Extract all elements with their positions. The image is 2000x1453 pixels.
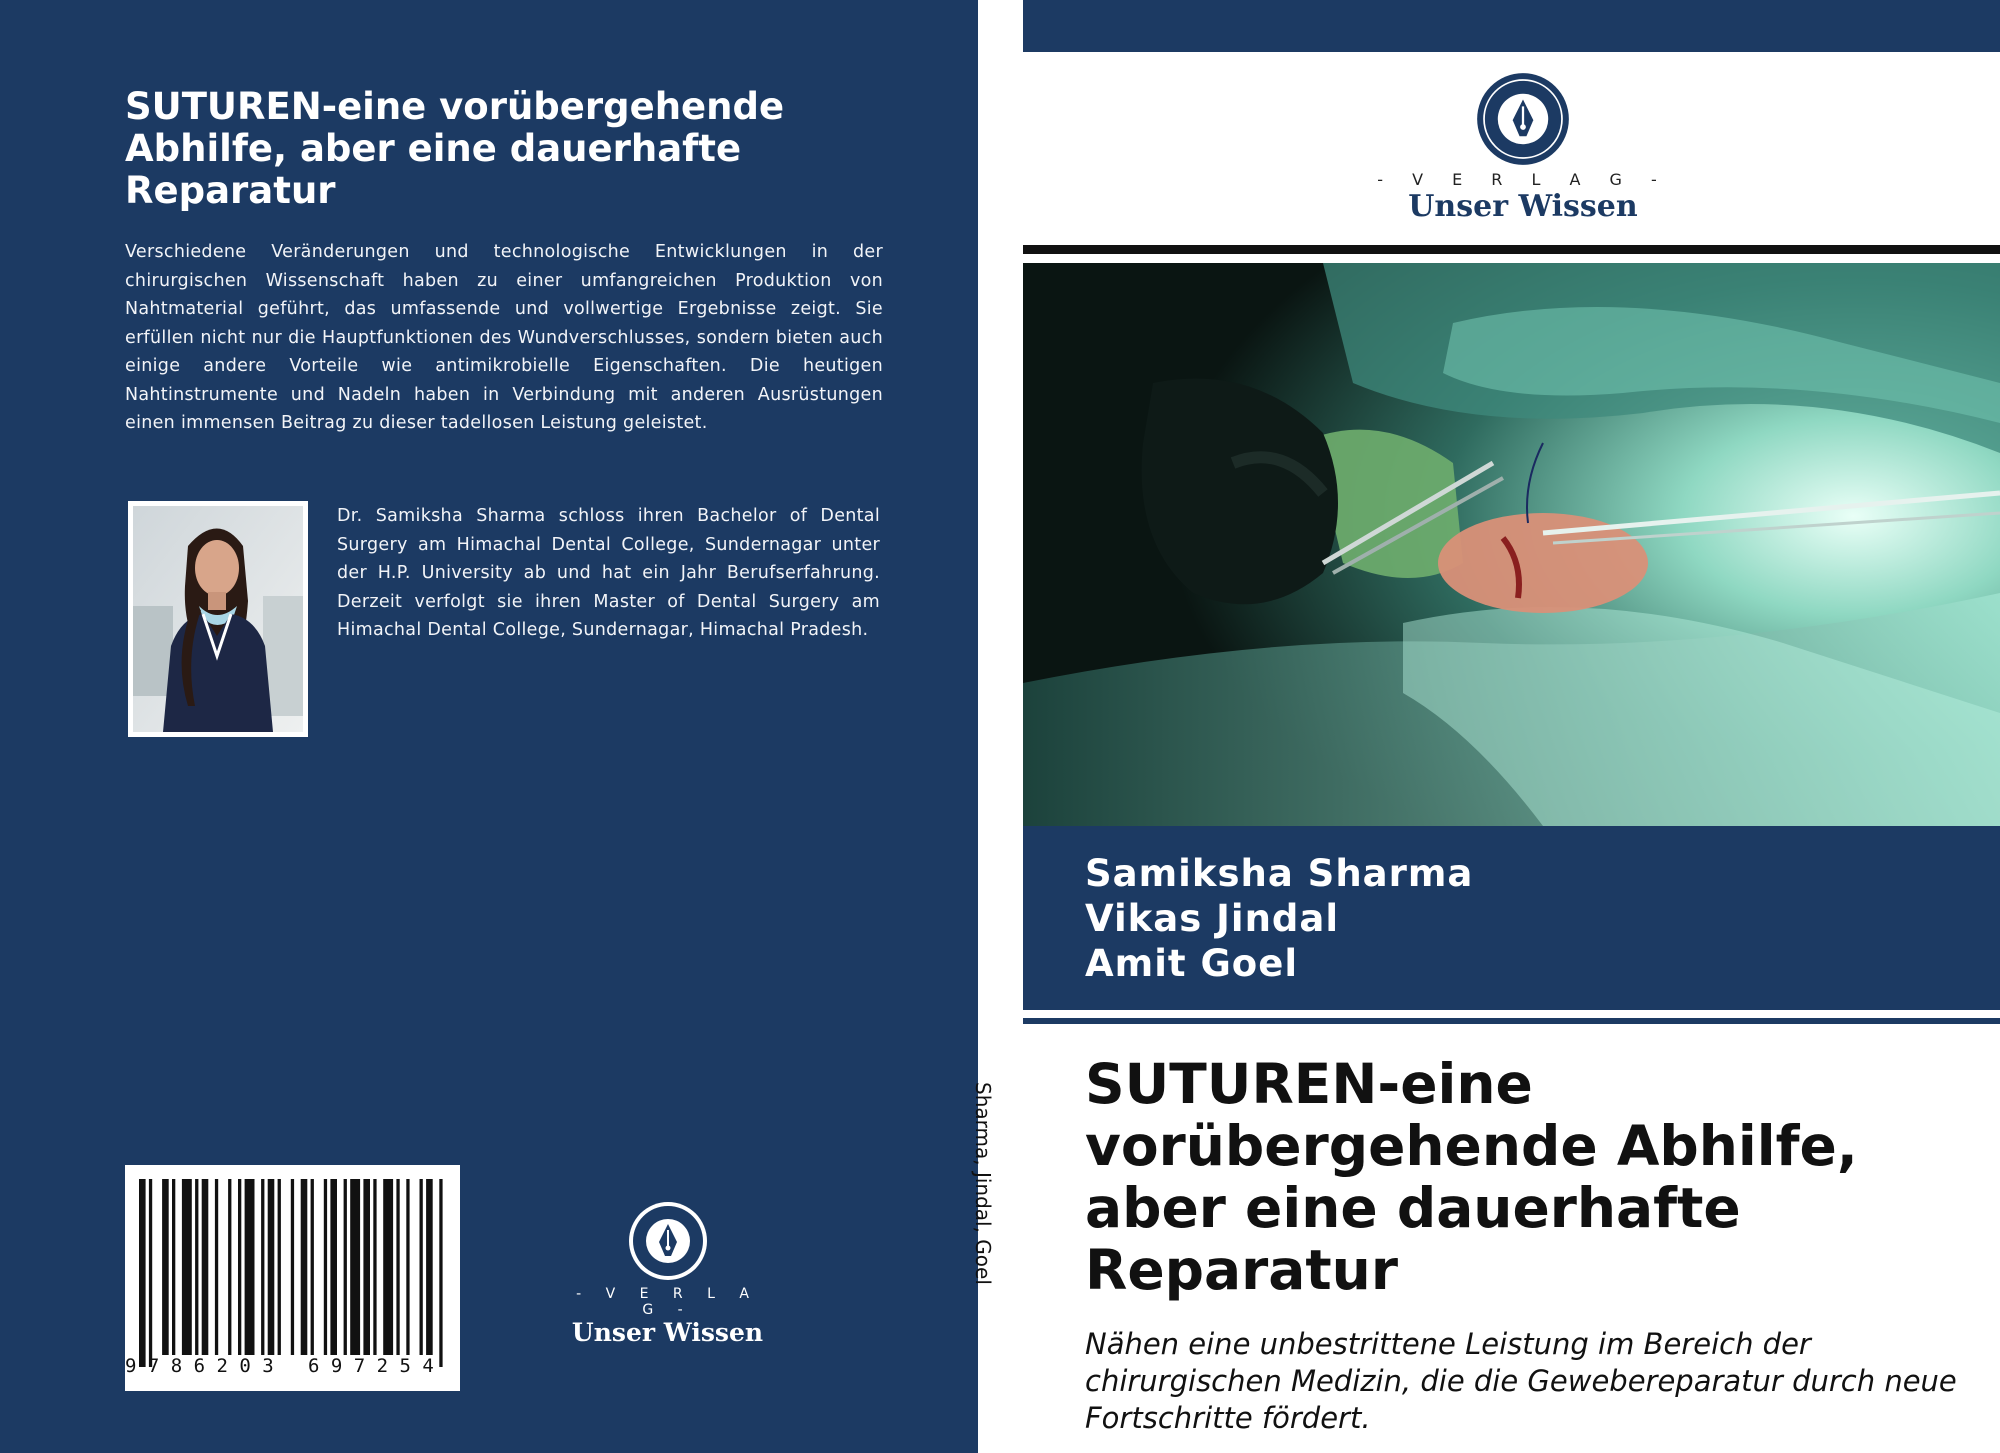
barcode-bar xyxy=(245,1179,255,1355)
back-cover-title: SUTUREN-eine vorübergehende Abhilfe, aber eine dauerhafte Reparatur xyxy=(125,85,785,212)
publisher-seal-icon xyxy=(1476,72,1570,166)
barcode-bar xyxy=(396,1179,399,1355)
barcode-bar xyxy=(149,1179,152,1367)
cover-photo-surgery xyxy=(1023,263,2000,826)
barcode-bar xyxy=(420,1179,423,1355)
front-cover-title: SUTUREN-eine vorübergehende Abhilfe, aber eine dauerhafte Reparatur xyxy=(1085,1052,1858,1302)
front-logo-name: Unser Wissen xyxy=(1408,189,1638,224)
barcode-bar xyxy=(311,1179,314,1355)
barcode-bar xyxy=(291,1179,294,1355)
barcode-bar xyxy=(268,1179,275,1355)
barcode-bar xyxy=(195,1179,198,1355)
back-logo-name: Unser Wissen xyxy=(571,1318,764,1347)
barcode-bar xyxy=(202,1179,209,1355)
isbn-barcode xyxy=(125,1165,460,1391)
front-cover-subtitle: Nähen eine unbestrittene Leistung im Bereich der chirurgischen Medizin, die die Gewebereparatur durch neue Fortschritte fördert. xyxy=(1085,1327,1957,1435)
author-name-3: Amit Goel xyxy=(1085,942,1299,985)
back-publisher-logo xyxy=(560,1200,775,1347)
author-photo xyxy=(128,501,308,737)
barcode-bar xyxy=(350,1179,360,1355)
barcode-bar xyxy=(344,1179,347,1355)
barcode-bar xyxy=(261,1179,264,1355)
authors-band xyxy=(1023,826,2000,1010)
front-publisher-logo xyxy=(1373,72,1673,224)
top-divider-rule xyxy=(1023,245,2000,254)
barcode-bar xyxy=(238,1179,241,1355)
barcode-bar xyxy=(172,1179,175,1355)
back-cover-blurb: Verschiedene Veränderungen und technologische Entwicklungen in der chirurgischen Wissenschaft haben zu einer umfangreichen Produktion von Nahtmaterial geführt, das umfassende und vollwertige Ergebnisse zeigt. Sie erfüllen nicht nur die Hauptfunktionen des Wundverschlusses, sondern bieten auch einige andere Vorteile wie antimikrobielle Eigenschaften. Die heutigen Nahtinstrumente und Nadeln haben in Verbindung mit anderen Ausrüstungen einen immensen Beitrag zu dieser tadellosen Leistung geleistet. xyxy=(125,242,883,433)
front-cover xyxy=(1023,0,2000,1453)
surgery-scene-image xyxy=(1023,263,2000,826)
barcode-bar xyxy=(330,1179,337,1355)
back-cover xyxy=(0,0,978,1453)
barcode-bar xyxy=(373,1179,376,1355)
barcode-bar xyxy=(363,1179,370,1355)
barcode-bar xyxy=(215,1179,218,1355)
barcode-digits: 9 7 8 6 2 0 3 6 9 7 2 5 4 xyxy=(125,1355,434,1377)
spine-authors: Sharma, Jindal, Goel xyxy=(971,1082,995,1285)
barcode-bar xyxy=(182,1179,192,1355)
publisher-seal-icon xyxy=(627,1200,709,1282)
bottom-divider-rule xyxy=(1023,1018,2000,1024)
barcode-bar xyxy=(324,1179,327,1355)
author-portrait-image xyxy=(133,506,303,732)
barcode-bar xyxy=(406,1179,409,1355)
barcode-bar xyxy=(228,1179,231,1355)
barcode-bar xyxy=(301,1179,308,1355)
barcode-bar xyxy=(439,1179,442,1367)
back-logo-verlag: - V E R L A G - xyxy=(576,1286,759,1318)
author-bio: Dr. Samiksha Sharma schloss ihren Bachelor of Dental Surgery am Himachal Dental College, Sundernagar unter der H.P. University ab und hat ein Jahr Berufserfahrung. Derzeit verfolgt sie ihren Master of Dental Surgery am Himachal Dental College, Sundernagar, Himachal Pradesh. xyxy=(337,506,880,640)
author-name-1: Samiksha Sharma xyxy=(1085,852,1474,895)
barcode-bar xyxy=(426,1179,433,1355)
barcode-bar xyxy=(162,1179,169,1355)
front-logo-verlag: - V E R L A G - xyxy=(1377,170,1669,189)
barcode-bar xyxy=(278,1179,281,1355)
front-top-bar xyxy=(1023,0,2000,52)
barcode-bar xyxy=(139,1179,146,1367)
barcode-bar xyxy=(383,1179,393,1355)
author-name-2: Vikas Jindal xyxy=(1085,897,1340,940)
